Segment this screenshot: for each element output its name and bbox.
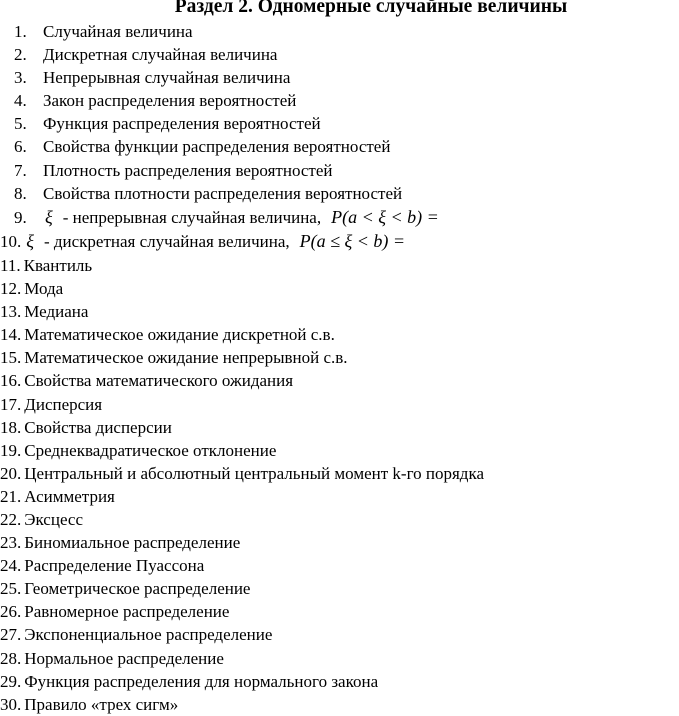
list-item	[0, 462, 484, 485]
list-item	[0, 182, 484, 205]
list-item-formula	[0, 205, 484, 230]
item-number: 4.	[14, 91, 27, 111]
item-text: Равномерное распределение	[24, 602, 230, 622]
item-number: 3.	[14, 68, 27, 88]
item-text: Асимметрия	[24, 486, 115, 506]
item-text: Экспоненциальное распределение	[24, 625, 273, 645]
list-item	[0, 508, 484, 531]
list-item	[0, 577, 484, 600]
item-text: - дискретная случайная величина,	[43, 232, 290, 252]
list-item	[0, 300, 484, 323]
item-number: 23.	[0, 533, 22, 553]
item-text: Медиана	[24, 302, 89, 322]
item-number: 24.	[0, 556, 22, 576]
list-item	[0, 135, 484, 158]
item-text: Геометрическое распределение	[24, 579, 251, 599]
item-text: Свойства функции распределения вероятностей	[43, 137, 391, 157]
item-number: 15.	[0, 348, 22, 368]
item-number: 5.	[14, 114, 27, 134]
item-number: 7.	[14, 160, 27, 180]
list-item	[0, 531, 484, 554]
probability-formula: P(a ≤ ξ < b) =	[299, 231, 406, 252]
probability-formula: P(a < ξ < b) =	[331, 206, 439, 227]
list-item	[0, 323, 484, 346]
topic-list	[0, 20, 484, 716]
item-number: 8.	[14, 183, 27, 203]
item-text: Свойства плотности распределения вероятностей	[43, 183, 403, 203]
list-item	[0, 600, 484, 623]
item-text: Функция распределения для нормального закона	[24, 671, 379, 691]
xi-symbol: ξ	[45, 206, 53, 227]
item-number: 2.	[14, 45, 27, 65]
item-number: 18.	[0, 417, 22, 437]
list-item	[0, 485, 484, 508]
list-item	[0, 346, 484, 369]
item-number: 17.	[0, 394, 22, 414]
list-item	[0, 89, 484, 112]
item-text: Центральный и абсолютный центральный момент k-го порядка	[24, 463, 484, 483]
item-text: Квантиль	[23, 255, 93, 275]
list-item	[0, 393, 484, 416]
item-number: 28.	[0, 648, 22, 668]
list-item	[0, 416, 484, 439]
item-text: Математическое ожидание непрерывной с.в.	[24, 348, 348, 368]
item-number: 1.	[14, 22, 27, 41]
item-text: Среднеквадратическое отклонение	[24, 440, 277, 460]
item-number: 20.	[0, 463, 22, 483]
list-item	[0, 439, 484, 462]
item-number: 13.	[0, 302, 22, 322]
item-text: Непрерывная случайная величина	[43, 68, 291, 88]
item-text: Функция распределения вероятностей	[43, 114, 321, 134]
list-item	[0, 693, 484, 716]
item-number: 9.	[14, 207, 27, 227]
item-number: 21.	[0, 486, 22, 506]
item-number: 16.	[0, 371, 22, 391]
item-number: 27.	[0, 625, 22, 645]
item-number: 6.	[14, 137, 27, 157]
item-text: Математическое ожидание дискретной с.в.	[24, 325, 335, 345]
item-text: Закон распределения вероятностей	[43, 91, 297, 111]
item-text: - непрерывная случайная величина,	[62, 207, 322, 227]
page-title: Раздел 2. Одномерные случайные величины	[174, 0, 568, 17]
item-text: Свойства математического ожидания	[24, 371, 294, 391]
item-number: 22.	[0, 509, 22, 529]
list-item	[0, 647, 484, 670]
item-text: Дисперсия	[24, 394, 103, 414]
list-item	[0, 254, 484, 277]
item-number: 10.	[0, 232, 22, 252]
item-number: 29.	[0, 671, 22, 691]
list-item-formula	[0, 229, 484, 254]
list-item	[0, 66, 484, 89]
item-text: Случайная величина	[43, 22, 193, 41]
list-item	[0, 277, 484, 300]
list-item	[0, 112, 484, 135]
item-text: Плотность распределения вероятностей	[43, 160, 333, 180]
item-number: 14.	[0, 325, 22, 345]
item-text: Биномиальное распределение	[24, 533, 241, 553]
item-number: 30.	[0, 694, 22, 714]
item-number: 11.	[0, 255, 21, 275]
item-text: Распределение Пуассона	[24, 556, 205, 576]
item-text: Нормальное распределение	[24, 648, 224, 668]
item-text: Правило «трех сигм»	[24, 694, 179, 714]
item-text: Дискретная случайная величина	[43, 45, 278, 65]
item-text: Мода	[24, 279, 64, 299]
xi-symbol: ξ	[26, 231, 34, 252]
list-item	[0, 159, 484, 182]
list-item	[0, 623, 484, 646]
list-item	[0, 369, 484, 392]
item-number: 19.	[0, 440, 22, 460]
item-number: 12.	[0, 279, 22, 299]
item-number: 26.	[0, 602, 22, 622]
list-item	[0, 554, 484, 577]
list-item	[0, 43, 484, 66]
item-number: 25.	[0, 579, 22, 599]
item-text: Эксцесс	[24, 509, 84, 529]
list-item	[0, 670, 484, 693]
item-text: Свойства дисперсии	[24, 417, 172, 437]
list-item	[0, 20, 484, 43]
